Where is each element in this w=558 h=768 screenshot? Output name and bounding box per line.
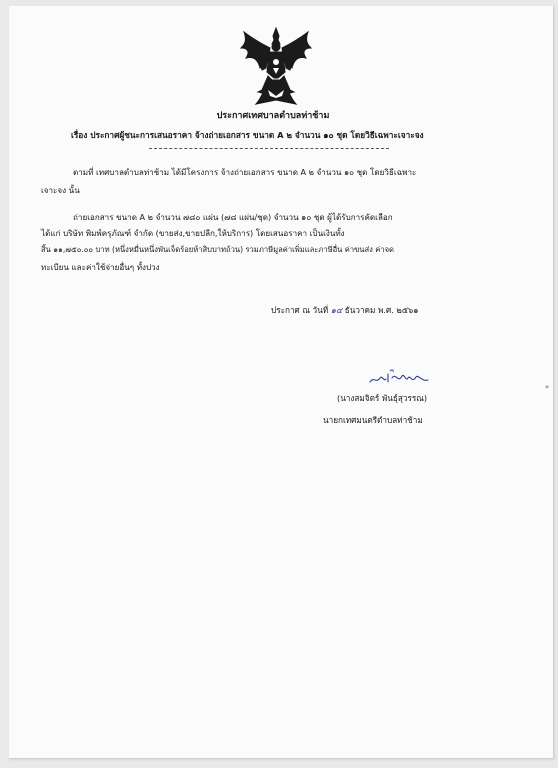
subject-line: เรื่อง ประกาศผู้ชนะการเสนอราคา จ้างถ่ายเอกสาร ขนาด A ๒ จำนวน ๑๐ ชุด โดยวิธีเฉพาะเจาะจง bbox=[71, 130, 424, 140]
document-page bbox=[9, 6, 554, 759]
announce-month-year: ธันวาคม พ.ศ. ๒๕๖๑ bbox=[344, 305, 419, 315]
paragraph-2-line-4: ทะเบียน และค่าใช้จ่ายอื่นๆ ทั้งปวง bbox=[41, 262, 160, 272]
paragraph-1-line-1: ตามที่ เทศบาลตำบลท่าช้าม ได้มีโครงการ จ้างถ่ายเอกสาร ขนาด A ๒ จำนวน ๑๐ ชุด โดยวิธีเฉพาะ bbox=[73, 167, 417, 177]
announce-prefix: ประกาศ ณ วันที่ bbox=[271, 305, 329, 315]
page-title: ประกาศเทศบาลตำบลท่าช้าม bbox=[216, 111, 330, 121]
paragraph-1-line-2: เจาะจง นั้น bbox=[41, 185, 80, 195]
garuda-emblem-icon bbox=[238, 26, 314, 106]
paragraph-2-line-1: ถ่ายเอกสาร ขนาด A ๒ จำนวน ๗๘๐ แผ่น (๗๘ แผ่น/ชุด) จำนวน ๑๐ ชุด ผู้ได้รับการคัดเลือก bbox=[73, 212, 393, 222]
signer-position: นายกเทศมนตรีตำบลท่าช้าม bbox=[323, 415, 423, 425]
signature-icon bbox=[368, 368, 430, 390]
separator-line bbox=[149, 148, 389, 149]
announce-day: ๑๔ bbox=[330, 305, 343, 315]
paragraph-2-line-3: สิ้น ๑๑,๗๕๐.๐๐ บาท (หนึ่งหมื่นหนึ่งพันเจ็ดร้อยห้าสิบบาทถ้วน) รวมภาษีมูลค่าเพิ่มและภาษีอื่น ค่าขนส่ง ค่าจด bbox=[41, 245, 394, 254]
scan-mark: * bbox=[545, 384, 549, 393]
paragraph-2-line-2: ได้แก่ บริษัท พิมพ์ครุภัณฑ์ จำกัด (ขายส่ง,ขายปลีก,ให้บริการ) โดยเสนอราคา เป็นเงินทั้ง bbox=[41, 228, 345, 238]
signer-name: (นางสมจิตร์ พันธุ์สุวรรณ) bbox=[337, 393, 428, 403]
announcement-date bbox=[271, 304, 541, 316]
